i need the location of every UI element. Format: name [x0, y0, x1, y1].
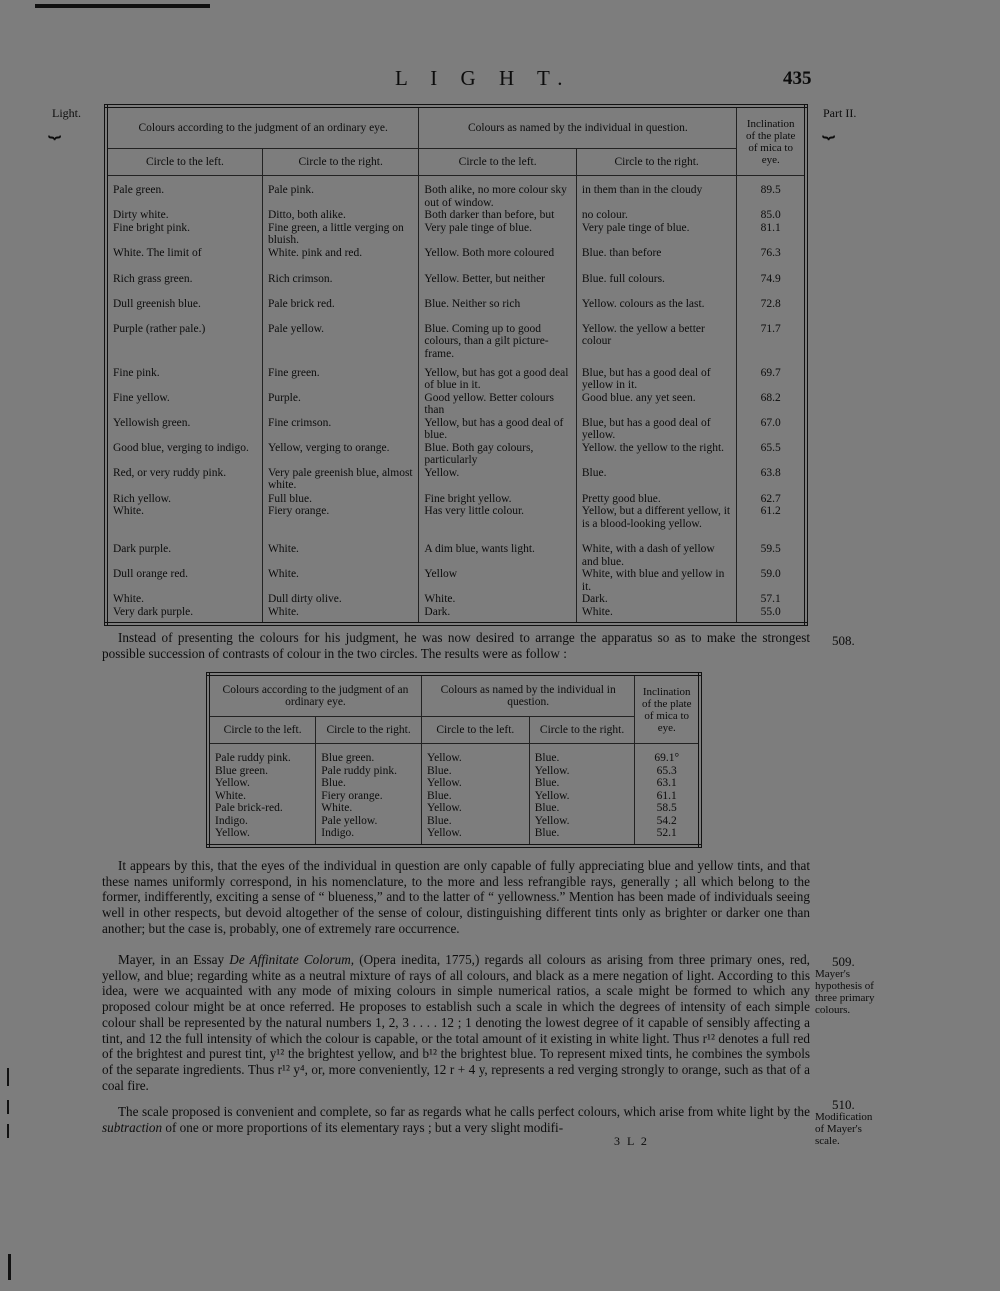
table2-cell: White.: [208, 790, 316, 803]
table1-cell: Yellow: [419, 568, 576, 593]
table1-cell: Ditto, both alike.: [262, 209, 418, 222]
t2-sub-header-left-2: Circle to the left.: [421, 717, 529, 744]
table1-cell: White.: [262, 568, 418, 593]
table2-cell: Blue.: [529, 827, 635, 846]
table2-row: [208, 765, 700, 778]
table2-cell: Yellow.: [529, 790, 635, 803]
table1-cell: Fine yellow.: [106, 392, 262, 417]
table1-cell: Yellow, verging to orange.: [262, 442, 418, 467]
table2-cell: Pale ruddy pink.: [316, 765, 422, 778]
p509-text-a: Mayer, in an Essay: [118, 952, 230, 967]
table1-row: [106, 222, 806, 247]
table2-cell: Yellow.: [421, 744, 529, 765]
table1-cell: Blue, but has a good deal of yellow in it.: [576, 367, 737, 392]
table1-cell: 81.1: [760, 221, 781, 234]
table1-row: [106, 323, 806, 367]
p510-text-a: The scale proposed is convenient and complete, so far as regards what he calls perfect colours, which arise from white light by the: [118, 1104, 810, 1119]
table1-cell: Full blue.: [262, 493, 418, 506]
table2-cell: 54.2: [656, 814, 677, 827]
sub-header-right-1: Circle to the right.: [262, 149, 418, 176]
table2-row: [208, 790, 700, 803]
table1-row: [106, 505, 806, 543]
table1-cell: in them than in the cloudy: [576, 176, 737, 210]
margin-note-510: Modification of Mayer's scale.: [815, 1111, 873, 1147]
table1-row: [106, 273, 806, 298]
table1-cell: Fine green, a little verging on bluish.: [262, 222, 418, 247]
table1-cell: Yellow. the yellow to the right.: [576, 442, 737, 467]
table1-cell: Dirty white.: [106, 209, 262, 222]
table1-row: [106, 568, 806, 593]
table1-row: [106, 176, 806, 210]
table1-cell: 74.9: [760, 272, 781, 285]
table1-cell: Fine crimson.: [262, 417, 418, 442]
table1-row: [106, 298, 806, 323]
table1-cell: Dark.: [419, 606, 576, 625]
table1-cell: Blue. full colours.: [576, 273, 737, 298]
table1-cell: 59.5: [760, 543, 781, 555]
table1-cell: 55.0: [760, 605, 781, 618]
table2-row: [208, 815, 700, 828]
scan-mark: [7, 1068, 9, 1086]
table2-cell: Yellow.: [208, 827, 316, 846]
table1-cell: Dull orange red.: [106, 568, 262, 593]
page-number: 435: [783, 68, 812, 89]
sub-header-left-1: Circle to the left.: [106, 149, 262, 176]
table1-cell: White. The limit of: [106, 247, 262, 273]
table1-row: [106, 247, 806, 273]
table2-row: [208, 827, 700, 846]
table1-row: [106, 606, 806, 625]
table1-cell: Very pale tinge of blue.: [419, 222, 576, 247]
table2-cell: Blue.: [529, 777, 635, 790]
table2-cell: Indigo.: [208, 815, 316, 828]
table2-cell: Blue.: [316, 777, 422, 790]
table1-cell: Dark purple.: [106, 543, 262, 568]
table1-cell: Rich grass green.: [106, 273, 262, 298]
t2-group-header-ordinary: Colours according to the judgment of an ordinary eye.: [208, 674, 421, 717]
table1-cell: Rich crimson.: [262, 273, 418, 298]
table2-cell: Yellow.: [421, 802, 529, 815]
group-header-ordinary: Colours according to the judgment of an ordinary eye.: [106, 106, 419, 149]
table2-cell: Blue.: [529, 744, 635, 765]
table1-cell: Pale pink.: [262, 176, 418, 210]
table1-cell: Pale green.: [106, 176, 262, 210]
t2-sub-header-right-1: Circle to the right.: [316, 717, 422, 744]
table1-cell: Yellow. Better, but neither: [419, 273, 576, 298]
table1-cell: Red, or very ruddy pink.: [106, 467, 262, 493]
table1-cell: 89.5: [760, 184, 781, 196]
table2-row: [208, 777, 700, 790]
table1-cell: Pale brick red.: [262, 298, 418, 323]
table1-cell: Rich yellow.: [106, 493, 262, 506]
table2-cell: Yellow.: [208, 777, 316, 790]
table1-row: [106, 593, 806, 606]
top-rule: [35, 4, 210, 8]
table1-cell: Blue. Neither so rich: [419, 298, 576, 323]
table1-cell: Both darker than before, but: [419, 209, 576, 222]
table2-cell: 65.3: [656, 764, 677, 777]
t2-sub-header-left-1: Circle to the left.: [208, 717, 316, 744]
paragraph-509: [102, 952, 810, 1093]
table1-cell: Purple (rather pale.): [106, 323, 262, 367]
table1-cell: Yellow. the yellow a better colour: [576, 323, 737, 367]
table2-cell: 69.1°: [654, 752, 680, 764]
page-title: L I G H T.: [395, 66, 572, 90]
table1-row: [106, 467, 806, 493]
table1-row: [106, 417, 806, 442]
paragraph-colour-blindness: It appears by this, that the eyes of the individual in question are only capable of fully appreciating blue and yellow tints, and that these names uniformly correspond, in his nomenclature, to the more and less refrangible rays, generally ; all which belong to the former, indifferently, exciting a sense of “ blueness,” and to the latter of “ yellowness.” Mention has been made of individuals seeing well in other respects, but devoid altogether of the sense of colour, distinguishing different tints only as brighter or darker one than another; but the case is, probably, one of extremely rare occurrence.: [102, 858, 810, 936]
table1-row: [106, 543, 806, 568]
table2-cell: Indigo.: [316, 827, 422, 846]
margin-note-509: Mayer's hypothesis of three primary colours.: [815, 968, 875, 1016]
table1-cell: Blue. Both gay colours, particularly: [419, 442, 576, 467]
t2-group-header-individual: Colours as named by the individual in question.: [421, 674, 634, 717]
p509-italic-title: De Affinitate Colorum,: [229, 952, 355, 967]
t2-sub-header-right-2: Circle to the right.: [529, 717, 635, 744]
section-number-508: 508.: [832, 633, 855, 648]
table1-cell: Pretty good blue.: [576, 493, 737, 506]
paragraph-510: [102, 1104, 810, 1135]
group-header-inclination: Inclination of the plate of mica to eye.: [737, 106, 806, 176]
table1-cell: White, with a dash of yellow and blue.: [576, 543, 737, 568]
table2-cell: Pale yellow.: [316, 815, 422, 828]
table1-cell: White. pink and red.: [262, 247, 418, 273]
colour-table-1: [104, 104, 808, 626]
table1-row: [106, 442, 806, 467]
scan-mark: [7, 1100, 9, 1114]
table1-cell: Blue, but has a good deal of yellow.: [576, 417, 737, 442]
table2-row: [208, 744, 700, 765]
table2-cell: 61.1: [656, 789, 677, 802]
table1-cell: 72.8: [760, 297, 781, 310]
table2-cell: Pale ruddy pink.: [208, 744, 316, 765]
table2-cell: Blue.: [421, 790, 529, 803]
table1-cell: Yellow. colours as the last.: [576, 298, 737, 323]
table1-cell: Good blue. any yet seen.: [576, 392, 737, 417]
table1-cell: Fine bright yellow.: [419, 493, 576, 506]
table1-cell: Good yellow. Better colours than: [419, 392, 576, 417]
table1-cell: no colour.: [576, 209, 737, 222]
table1-cell: Yellow, but has got a good deal of blue in it.: [419, 367, 576, 392]
table1-cell: Yellow, but a different yellow, it is a blood-looking yellow.: [576, 505, 737, 543]
table1-cell: White.: [106, 505, 262, 543]
table1-cell: White.: [262, 606, 418, 625]
sub-header-left-2: Circle to the left.: [419, 149, 576, 176]
left-side-label: Light.: [52, 106, 81, 120]
section-number-510: 510.: [832, 1097, 855, 1112]
table1-cell: 57.1: [760, 593, 781, 605]
left-brace-icon: ⏟: [48, 113, 62, 138]
table1-cell: 68.2: [760, 391, 781, 404]
table1-cell: Pale yellow.: [262, 323, 418, 367]
table1-cell: A dim blue, wants light.: [419, 543, 576, 568]
table1-cell: 85.0: [760, 209, 781, 221]
table1-cell: 65.5: [760, 441, 781, 454]
table1-cell: Fine bright pink.: [106, 222, 262, 247]
table1-cell: Yellow.: [419, 467, 576, 493]
table1-cell: Good blue, verging to indigo.: [106, 442, 262, 467]
table2-cell: Blue.: [529, 802, 635, 815]
table1-cell: 59.0: [760, 568, 781, 580]
table2-row: [208, 802, 700, 815]
table1-cell: Blue. Coming up to good colours, than a gilt picture-frame.: [419, 323, 576, 367]
table1-cell: 63.8: [760, 466, 781, 479]
table1-cell: Fine green.: [262, 367, 418, 392]
table1-cell: 61.2: [760, 505, 781, 517]
sub-header-right-2: Circle to the right.: [576, 149, 737, 176]
table1-cell: Yellowish green.: [106, 417, 262, 442]
table2-cell: Yellow.: [529, 815, 635, 828]
table1-cell: 76.3: [760, 246, 781, 259]
table2-cell: Yellow.: [421, 777, 529, 790]
signature-mark: 3 L 2: [614, 1134, 649, 1148]
table1-cell: Yellow. Both more coloured: [419, 247, 576, 273]
paragraph-508: Instead of presenting the colours for his judgment, he was now desired to arrange the apparatus so as to make the strongest possible succession of contrasts of colour in the two circles. The results were as follow :: [102, 630, 810, 661]
table1-cell: White.: [262, 543, 418, 568]
table1-cell: Dull dirty olive.: [262, 593, 418, 606]
table1-row: [106, 209, 806, 222]
section-number-509: 509.: [832, 954, 855, 969]
table2-cell: Blue green.: [316, 744, 422, 765]
group-header-individual: Colours as named by the individual in question.: [419, 106, 737, 149]
table2-cell: Blue.: [421, 765, 529, 778]
table1-row: [106, 392, 806, 417]
scan-mark: [7, 1124, 9, 1138]
table1-cell: White.: [576, 606, 737, 625]
table1-cell: Blue. than before: [576, 247, 737, 273]
table2-cell: Yellow.: [529, 765, 635, 778]
right-side-label: Part II.: [823, 106, 857, 120]
table1-cell: Very pale tinge of blue.: [576, 222, 737, 247]
table1-cell: Fiery orange.: [262, 505, 418, 543]
table1-cell: 67.0: [760, 416, 781, 429]
p510-italic: subtraction: [102, 1119, 163, 1135]
table2-cell: White.: [316, 802, 422, 815]
table1-cell: Blue.: [576, 467, 737, 493]
table1-cell: Purple.: [262, 392, 418, 417]
table1-cell: 62.7: [760, 492, 781, 505]
table1-cell: Fine pink.: [106, 367, 262, 392]
table1-cell: Very dark purple.: [106, 606, 262, 625]
t2-group-header-inclination: Inclination of the plate of mica to eye.: [635, 674, 700, 744]
table1-row: [106, 493, 806, 506]
table1-cell: Dull greenish blue.: [106, 298, 262, 323]
table1-cell: White.: [419, 593, 576, 606]
table2-cell: Pale brick-red.: [208, 802, 316, 815]
table1-cell: Yellow, but has a good deal of blue.: [419, 417, 576, 442]
table1-cell: White, with blue and yellow in it.: [576, 568, 737, 593]
table2-cell: Blue.: [421, 815, 529, 828]
p510-text-b: of one or more proportions of its elementary rays ; but a very slight modifi-: [162, 1119, 564, 1135]
right-brace-icon: ⏟: [822, 113, 836, 138]
scan-mark: [8, 1254, 11, 1280]
p509-text-b: (Opera inedita, 1775,) regards all colours as arising from three primary ones, red, yellow, and blue; regarding white as a neutral mixture of rays of all colours, and black as a mere negation of light. According to this idea, were we acquainted with any mode of mixing colours in simple numerical ratios, a scale might be formed to which any proposed colour might be at once referred. He proposes to establish such a scale in which the degrees of intensity of each simple colour shall be represented by the natural numbers 1, 2, 3 . . . . 12 ; 1 denoting the lowest degree of it capable of sensibly affecting a tint, and 12 the full intensity of which the colour is capable, or the total amount of it existing in white light. Thus r¹² denotes a full red of the brightest and purest tint, y¹² the brightest yellow, and b¹² the brightest blue. To represent mixed tints, he combines the symbols of the separate ingredients. Thus r¹² y⁴, or, more conveniently, 12 r + 4 y, represents a red verging strongly to orange, such as that of a coal fire.: [102, 952, 810, 1093]
table1-cell: Very pale greenish blue, almost white.: [262, 467, 418, 493]
table1-cell: Dark.: [576, 593, 737, 606]
table2-cell: 58.5: [656, 802, 677, 814]
table1-cell: 69.7: [760, 366, 781, 379]
table1-cell: 71.7: [760, 322, 781, 335]
table1-cell: Both alike, no more colour sky out of window.: [419, 176, 576, 210]
table2-cell: Fiery orange.: [316, 790, 422, 803]
table1-cell: White.: [106, 593, 262, 606]
table2-cell: Yellow.: [421, 827, 529, 846]
colour-table-2: [206, 672, 702, 848]
table2-cell: Blue green.: [208, 765, 316, 778]
table2-cell: 52.1: [656, 827, 677, 839]
table1-row: [106, 367, 806, 392]
table2-cell: 63.1: [656, 777, 677, 789]
table1-cell: Has very little colour.: [419, 505, 576, 543]
